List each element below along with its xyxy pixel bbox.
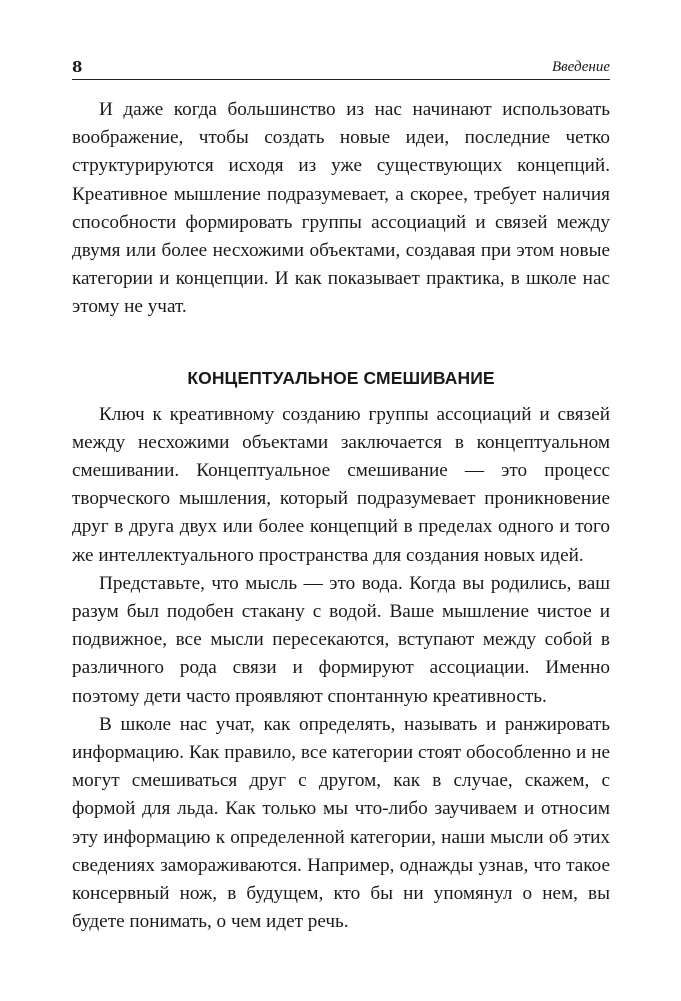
paragraph: Ключ к креативному созданию группы ассоциаций и связей между несхожими объектами заключается в концептуальном смешивании. Концептуальное смешивание — это процесс творческого мышления, который подразумевает проникновение друг в друга двух или более концепций в пределах одного и того же интеллектуального пространства для создания новых идей. bbox=[72, 403, 610, 566]
paragraph: В школе нас учат, как определять, называть и ранжировать информацию. Как правило, все категории стоят обособленно и не могут смешиваться друг с другом, как в случае, скажем, с формой для льда. Как только мы что-либо заучиваем и относим эту информацию к определенной категории, наши мысли об этих сведениях замораживаются. Например, однажды узнав, что такое консервный нож, в будущем, кто бы ни упомянул о нем, вы будете понимать, о чем идет речь. bbox=[72, 713, 610, 933]
paragraph: Представьте, что мысль — это вода. Когда вы родились, ваш разум был подобен стакану с водой. Ваше мышление чистое и подвижное, все мысли пересекаются, вступают между собой в различного рода связи и формируют ассоциации. Именно поэтому дети часто проявляют спонтанную креативность. bbox=[72, 572, 610, 707]
section-heading: КОНЦЕПТУАЛЬНОЕ СМЕШИВАНИЕ bbox=[187, 367, 495, 388]
running-header bbox=[72, 58, 610, 80]
page-body bbox=[72, 96, 610, 936]
page-number: 8 bbox=[72, 58, 83, 76]
paragraph: И даже когда большинство из нас начинают использовать воображение, чтобы создать новые идеи, последние четко структурируются исходя из уже существующих концепций. Креативное мышление подразумевает, а скорее, требует наличия способности формировать группы ассоциаций и связей между двумя или более несхожими объектами, создавая при этом новые категории и концепции. И как показывает практика, в школе нас этому не учат. bbox=[72, 99, 610, 318]
book-page bbox=[72, 58, 610, 936]
chapter-title: Введение bbox=[552, 59, 610, 75]
